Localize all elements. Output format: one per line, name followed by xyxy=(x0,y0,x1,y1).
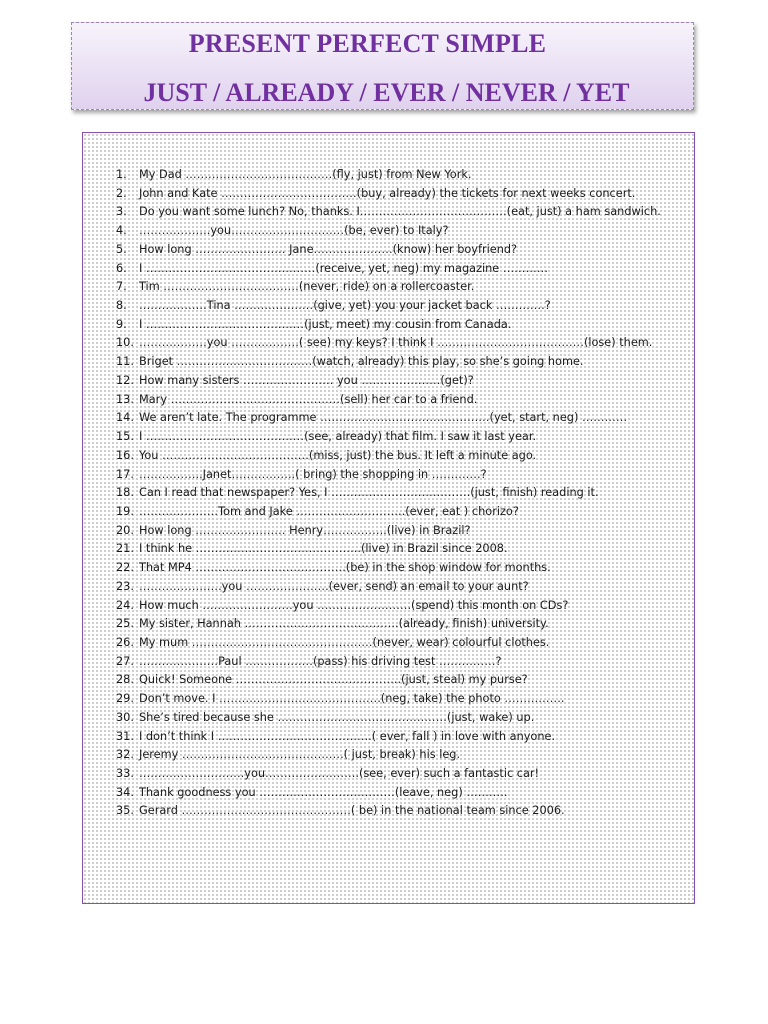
exercise-sentence: …………………Tom and Jake ………………………..(ever, eat ) chorizo? xyxy=(139,504,519,518)
exercise-number: 1. xyxy=(116,168,127,181)
exercise-sentence: You …………………………………(miss, just) the bus. It left a minute ago. xyxy=(139,448,537,462)
exercise-item xyxy=(83,709,694,728)
exercise-number: 24. xyxy=(116,598,134,612)
exercise-number: 16. xyxy=(116,448,134,462)
exercise-sentence: I ………………………………………(receive, yet, neg) my magazine ………… xyxy=(139,261,549,275)
exercise-item xyxy=(83,372,694,391)
exercise-sentence: She’s tired because she ………………………………………(just, wake) up. xyxy=(139,710,535,724)
exercise-number: 9. xyxy=(116,317,127,331)
exercise-sentence: Gerard ………………………………………( be) in the national team since 2006. xyxy=(139,804,565,818)
exercise-item xyxy=(83,166,694,185)
exercise-sentence: How long …………………… Henry……………..(live) in Brazil? xyxy=(139,523,471,537)
exercise-number: 20. xyxy=(116,523,134,537)
exercise-number: 21. xyxy=(116,542,134,556)
exercise-sentence: That MP4 ………………………………….(be) in the shop window for months. xyxy=(139,561,551,575)
exercise-number: 15. xyxy=(116,430,134,444)
exercise-item xyxy=(83,222,694,241)
exercise-number: 32. xyxy=(116,748,134,762)
exercise-number: 3. xyxy=(116,205,127,219)
exercise-item xyxy=(83,540,694,559)
exercise-sentence: Tim ………………………………(never, ride) on a rollercoaster. xyxy=(139,280,475,294)
exercise-item xyxy=(83,278,694,297)
exercise-item xyxy=(83,522,694,541)
exercise-number: 33. xyxy=(116,767,134,780)
exercise-item xyxy=(83,765,694,784)
exercise-item xyxy=(83,597,694,616)
exercise-sentence: Mary ………………………………………(sell) her car to a friend. xyxy=(139,392,478,406)
exercise-item xyxy=(83,353,694,372)
exercise-item xyxy=(83,746,694,765)
worksheet-title: PRESENT PERFECT SIMPLE xyxy=(188,29,547,58)
exercise-number: 17. xyxy=(116,467,134,481)
exercise-item xyxy=(83,728,694,747)
exercise-item xyxy=(83,484,694,503)
exercise-number: 26. xyxy=(116,635,134,649)
exercise-sentence: Briget ………………………………(watch, already) this play, so she’s going home. xyxy=(139,355,584,369)
exercise-number: 8. xyxy=(116,299,127,313)
exercise-number: 27. xyxy=(116,654,134,668)
exercise-item xyxy=(83,391,694,410)
exercise-sentence: ………………Tina …………………(give, yet) you your jacket back ………….? xyxy=(139,299,551,313)
exercise-item xyxy=(83,802,694,821)
exercise-number: 14. xyxy=(116,411,134,425)
exercise-sentence: ……………..Janet……………..( bring) the shopping in ………….? xyxy=(139,467,487,481)
exercise-number: 19. xyxy=(116,504,134,518)
exercise-number: 31. xyxy=(116,729,134,743)
exercise-number: 10. xyxy=(116,336,134,350)
exercise-sentence: My mum …………………………………………(never, wear) colourful clothes. xyxy=(139,635,550,649)
exercise-number: 25. xyxy=(116,617,134,631)
exercise-sentence: Don’t move. I …………………………………….(neg, take) the photo ……………. xyxy=(139,692,565,706)
exercise-item xyxy=(83,334,694,353)
exercise-item xyxy=(83,690,694,709)
exercise-number: 34. xyxy=(116,785,134,799)
exercise-item xyxy=(83,671,694,690)
exercise-item xyxy=(83,447,694,466)
worksheet-subtitle: JUST / ALREADY / EVER / NEVER / YET xyxy=(143,78,630,107)
exercise-sentence: How long …………………… Jane…………………(know) her boyfriend? xyxy=(139,242,518,256)
exercise-number: 5. xyxy=(116,242,127,256)
exercise-sentence: We aren’t late. The programme ………………………………………(yet, start, neg) ………… xyxy=(139,411,628,425)
exercise-item xyxy=(83,784,694,803)
exercise-sentence: Thank goodness you ………………………………(leave, neg) ……….. xyxy=(139,785,508,799)
exercise-sentence: My Dad …………………………………(fly, just) from New York. xyxy=(139,168,472,181)
exercise-sentence: I think he ……………………………………..(live) in Brazil since 2008. xyxy=(139,542,508,556)
exercise-number: 29. xyxy=(116,692,134,706)
exercise-number: 12. xyxy=(116,373,134,387)
exercise-sentence: Can I read that newspaper? Yes, I ……………………………….(just, finish) reading it. xyxy=(139,486,599,500)
exercise-number: 30. xyxy=(116,710,134,724)
exercise-item xyxy=(83,241,694,260)
exercise-sentence: How much ……………………you …………………….(spend) this month on CDs? xyxy=(139,598,569,612)
exercise-item xyxy=(83,578,694,597)
exercise-sentence: How many sisters …………………… you …………………(get)? xyxy=(139,373,474,387)
exercise-number: 28. xyxy=(116,673,134,687)
exercise-number: 7. xyxy=(116,280,127,294)
exercise-item xyxy=(83,559,694,578)
exercise-item xyxy=(83,653,694,672)
exercise-item xyxy=(83,634,694,653)
exercise-item xyxy=(83,185,694,204)
exercise-sentence: Quick! Someone ……………………………………..(just, steal) my purse? xyxy=(139,673,528,687)
exercise-item xyxy=(83,260,694,279)
exercise-item xyxy=(83,297,694,316)
title-banner xyxy=(71,22,694,110)
exercise-item xyxy=(83,466,694,485)
exercise-sentence: …………………Paul ………………(pass) his driving test ……………? xyxy=(139,654,502,668)
exercise-number: 22. xyxy=(116,561,134,575)
exercise-sentence: I ……………………………………(see, already) that film. I saw it last year. xyxy=(139,430,537,444)
exercise-number: 11. xyxy=(116,355,134,369)
exercise-sentence: ………………….you ………………….(ever, send) an email to your aunt? xyxy=(139,579,529,593)
exercise-number: 35. xyxy=(116,804,134,818)
exercise-sentence: ………………you ………………( see) my keys? I think I …………………………………(lose) them. xyxy=(139,336,653,350)
exercise-item xyxy=(83,503,694,522)
exercise-item xyxy=(83,316,694,335)
exercise-panel xyxy=(82,132,695,904)
exercise-item xyxy=(83,428,694,447)
exercise-sentence: ……………….you…………………………(be, ever) to Italy? xyxy=(139,224,449,238)
exercise-sentence: ……………………….you…………………….(see, ever) such a fantastic car! xyxy=(139,767,540,780)
exercise-number: 18. xyxy=(116,486,134,500)
exercise-sentence: I don’t think I …………………………………..( ever, fall ) in love with anyone. xyxy=(139,729,556,743)
exercise-item xyxy=(83,409,694,428)
exercise-sentence: I ……………………………………(just, meet) my cousin from Canada. xyxy=(139,317,512,331)
exercise-number: 13. xyxy=(116,392,134,406)
exercise-sentence: Do you want some lunch? No, thanks. I…………………………………(eat, just) a ham sandwich. xyxy=(139,205,661,219)
exercise-item xyxy=(83,615,694,634)
exercise-sentence: John and Kate ………………………………(buy, already) the tickets for next weeks concert. xyxy=(139,186,636,200)
exercise-list xyxy=(83,166,694,821)
exercise-number: 6. xyxy=(116,261,127,275)
exercise-item xyxy=(83,203,694,222)
exercise-sentence: My sister, Hannah …………………………………..(already, finish) university. xyxy=(139,617,549,631)
exercise-sentence: Jeremy …………………………………….( just, break) his leg. xyxy=(139,748,461,762)
exercise-number: 23. xyxy=(116,579,134,593)
exercise-number: 2. xyxy=(116,186,127,200)
exercise-number: 4. xyxy=(116,224,127,238)
